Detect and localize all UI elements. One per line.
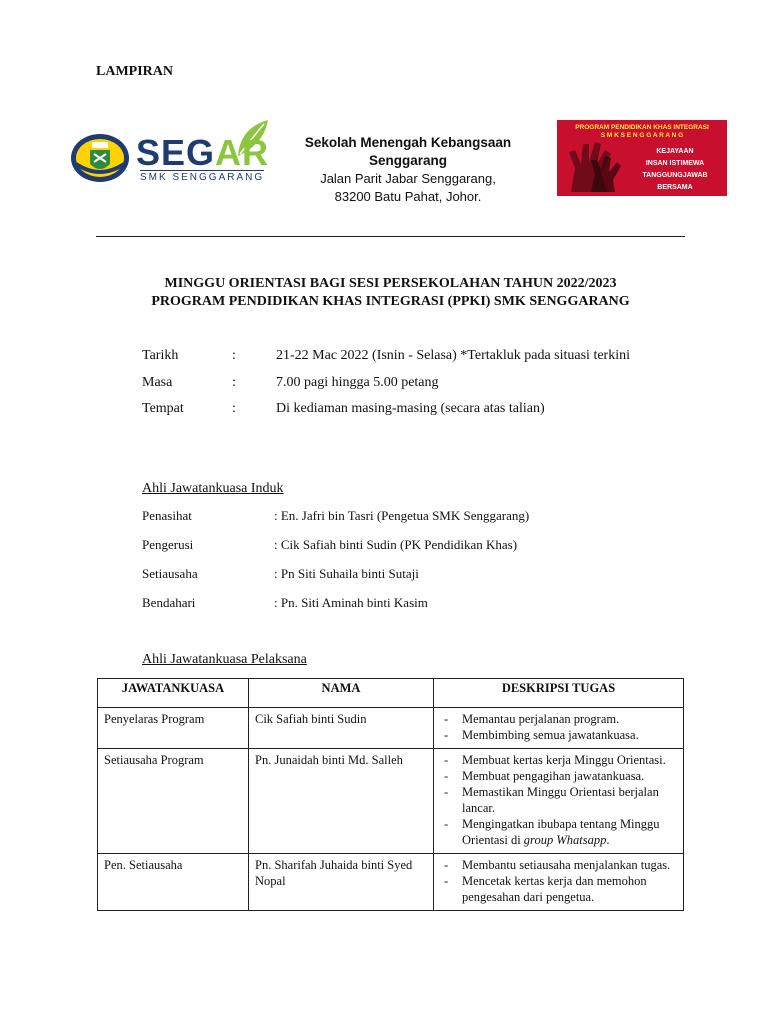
induk-row-penasihat: Penasihat : En. Jafri bin Tasri (Pengetua SMK Senggarang) xyxy=(142,508,530,523)
hands-icon xyxy=(561,138,631,194)
lampiran-label: LAMPIRAN xyxy=(96,64,173,79)
name-cell: Pn. Sharifah Juhaida binti Syed Nopal xyxy=(249,854,434,911)
task-item: - Membuat kertas kerja Minggu Orientasi. xyxy=(440,752,677,768)
table-header-row xyxy=(98,679,684,708)
task-item: - Memastikan Minggu Orientasi berjalan lancar. xyxy=(440,784,677,816)
segar-logo xyxy=(134,118,268,184)
induk-row-setiausaha: Setiausaha : Pn Siti Suhaila binti Sutaji xyxy=(142,566,419,581)
table-row xyxy=(98,749,684,854)
name-cell: Pn. Junaidah binti Md. Salleh xyxy=(249,749,434,854)
info-row-tempat: Tempat : Di kediaman masing-masing (secara atas talian) xyxy=(142,401,545,416)
task-item: - Membantu setiausaha menjalankan tugas. xyxy=(440,857,677,873)
induk-row-bendahari: Bendahari : Pn. Siti Aminah binti Kasim xyxy=(142,595,428,610)
ppki-banner-logo xyxy=(557,120,727,196)
role-cell: Pen. Setiausaha xyxy=(98,854,249,911)
table-row xyxy=(98,708,684,749)
name-cell: Cik Safiah binti Sudin xyxy=(249,708,434,749)
header-divider xyxy=(96,236,685,237)
school-address-block xyxy=(276,134,540,206)
info-row-masa: Masa : 7.00 pagi hingga 5.00 petang xyxy=(142,375,439,390)
task-item: - Membuat pengagihan jawatankuasa. xyxy=(440,768,677,784)
school-name: Sekolah Menengah Kebangsaan Senggarang xyxy=(304,135,512,168)
ppki-banner-heading: PROGRAM PENDIDIKAN KHAS INTEGRASI S M K S E N G G A R A N G xyxy=(575,124,709,139)
pelaksana-table xyxy=(97,678,684,911)
address-line-2: 83200 Batu Pahat, Johor. xyxy=(334,189,482,204)
induk-heading: Ahli Jawatankuasa Induk xyxy=(142,481,284,496)
tasks-cell xyxy=(434,854,684,911)
school-crest-logo xyxy=(70,128,130,188)
task-item: - Membimbing semua jawatankuasa. xyxy=(440,727,677,743)
induk-row-pengerusi: Pengerusi : Cik Safiah binti Sudin (PK Pendidikan Khas) xyxy=(142,537,518,552)
pelaksana-heading: Ahli Jawatankuasa Pelaksana xyxy=(142,652,307,667)
role-cell: Penyelaras Program xyxy=(98,708,249,749)
document-title: MINGGU ORIENTASI BAGI SESI PERSEKOLAHAN TAHUN 2022/2023 PROGRAM PENDIDIKAN KHAS INTEGRASI (PPKI) SMK SENGGARANG xyxy=(151,276,630,309)
segar-subtitle: SMK SENGGARANG xyxy=(140,172,265,183)
column-header: JAWATANKUASA xyxy=(98,679,249,708)
ppki-banner-motto: KEJAYAAN INSAN ISTIMEWA TANGGUNGJAWAB BERSAMA xyxy=(642,148,708,191)
tasks-cell xyxy=(434,708,684,749)
task-item: - Mencetak kertas kerja dan memohon pengesahan dari pengetua. xyxy=(440,873,677,905)
tasks-cell xyxy=(434,749,684,854)
info-row-tarikh: Tarikh : 21-22 Mac 2022 (Isnin - Selasa) *Tertakluk pada situasi terkini xyxy=(142,348,630,363)
table-row xyxy=(98,854,684,911)
column-header: NAMA xyxy=(249,679,434,708)
segar-wordmark: SEGAR xyxy=(136,132,270,173)
task-item: - Mengingatkan ibubapa tentang Minggu Orientasi di group Whatsapp. xyxy=(440,816,677,848)
address-line-1: Jalan Parit Jabar Senggarang, xyxy=(320,171,496,186)
task-item: - Memantau perjalanan program. xyxy=(440,711,677,727)
role-cell: Setiausaha Program xyxy=(98,749,249,854)
column-header: DESKRIPSI TUGAS xyxy=(434,679,684,708)
